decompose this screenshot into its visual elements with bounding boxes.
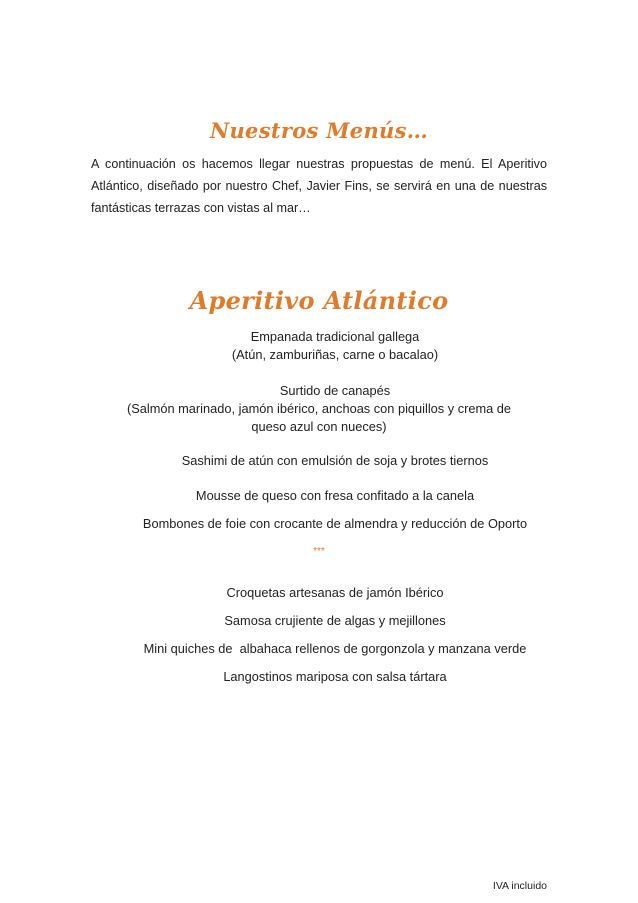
menu-item-canapes: Surtido de canapés	[279, 383, 391, 398]
menu-item-bombones: Bombones de foie con crocante de almendra y reducción de Oporto	[142, 516, 528, 531]
menu-item-mousse: Mousse de queso con fresa confitado a la canela	[195, 488, 475, 503]
section-title-aperitivo: Aperitivo Atlántico	[189, 286, 449, 315]
menu-item-sashimi: Sashimi de atún con emulsión de soja y brotes tiernos	[181, 453, 489, 468]
page-title: Nuestros Menús…	[209, 118, 429, 143]
section-separator: ***	[313, 546, 325, 557]
footer-tax-note: IVA incluido	[492, 880, 547, 892]
menu-item-empanada: Empanada tradicional gallega	[250, 329, 420, 344]
menu-item-empanada-detail: (Atún, zamburiñas, carne o bacalao)	[231, 347, 439, 362]
menu-item-langostinos: Langostinos mariposa con salsa tártara	[223, 669, 447, 684]
menu-item-quiches: Mini quiches de albahaca rellenos de gorgonzola y manzana verde	[143, 641, 527, 656]
intro-paragraph: A continuación os hacemos llegar nuestras propuestas de menú. El Aperitivo Atlántico, diseñado por nuestro Chef, Javier Fins, se servirá en una de nuestras fantásticas terrazas con vistas al mar…	[91, 157, 547, 215]
menu-item-canapes-detail: (Salmón marinado, jamón ibérico, anchoas con piquillos y crema de queso azul con nueces)	[126, 401, 512, 434]
menu-item-croquetas: Croquetas artesanas de jamón Ibérico	[226, 585, 444, 600]
menu-item-samosa: Samosa crujiente de algas y mejillones	[224, 613, 446, 628]
